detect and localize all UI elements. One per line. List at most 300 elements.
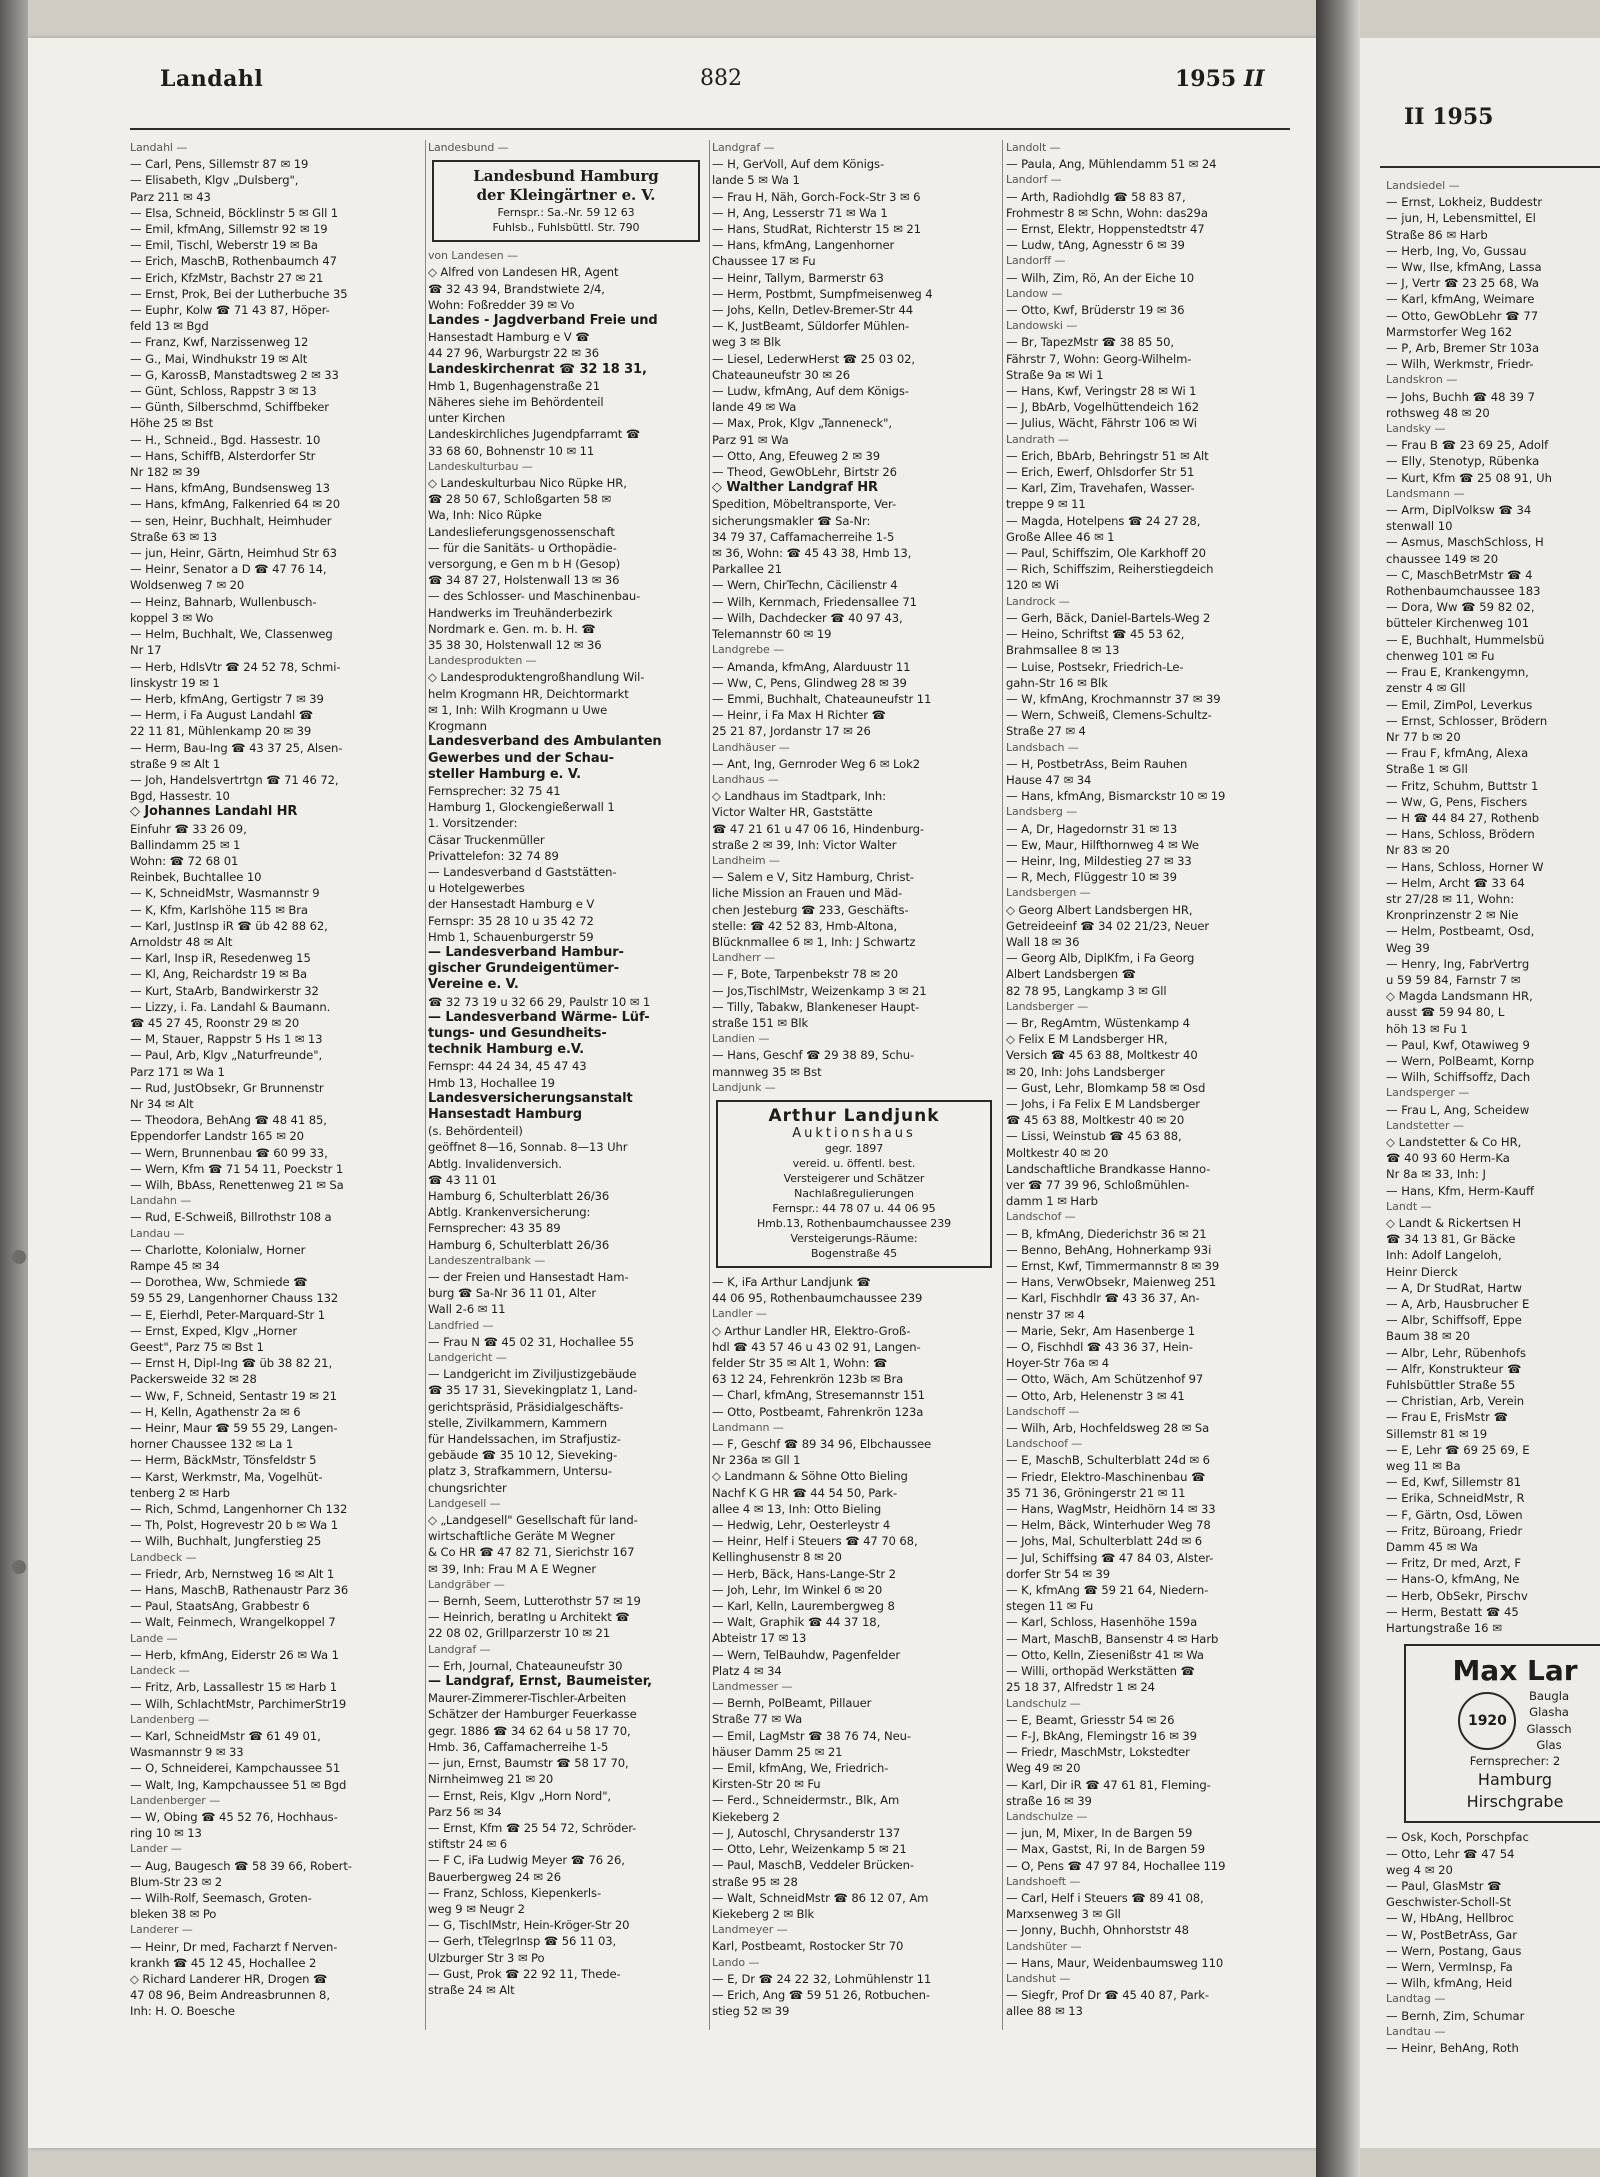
directory-entry: — Joh, Lehr, Im Winkel 6 ✉ 20 [712,1582,883,1597]
name-heading: Landtag — [1386,1992,1446,2006]
directory-entry: — H ☎ 44 84 27, Rothenb [1386,810,1540,825]
directory-entry: — Herm, Bestatt ☎ 45 [1386,1604,1519,1619]
directory-entry: — E, Dr ☎ 24 22 32, Lohmühlenstr 11 [712,1971,932,1986]
directory-entry: ◇ Magda Landsmann HR, [1386,989,1533,1004]
directory-entry: straße 2 ✉ 39, Inh: Victor Walter [712,837,897,852]
name-heading: Landgesell — [428,1496,501,1510]
directory-entry: — Otto, Arb, Helenenstr 3 ✉ 41 [1006,1388,1185,1403]
directory-entry: Straße 63 ✉ 13 [130,529,218,544]
directory-entry: — Carl, Helf i Steuers ☎ 89 41 08, [1006,1890,1204,1905]
directory-entry: — Frau L, Ang, Scheidew [1386,1102,1530,1117]
directory-entry: — Otto, GewObLehr ☎ 77 [1386,308,1539,323]
directory-entry: — Wern, Postang, Gaus [1386,1943,1522,1958]
directory-entry: — Wilh-Rolf, Seemasch, Groten- [130,1890,312,1905]
directory-entry: — Herb, Bäck, Hans-Lange-Str 2 [712,1566,896,1581]
directory-entry: — Heino, Schriftst ☎ 45 53 62, [1006,627,1185,642]
directory-entry: straße 151 ✉ Blk [712,1015,809,1030]
directory-entry: — Luise, Postsekr, Friedrich-Le- [1006,659,1184,674]
directory-entry: Fuhlsbüttler Straße 55 [1386,1378,1516,1393]
directory-entry: Straße 1 ✉ Gll [1386,762,1468,777]
directory-entry: damm 1 ✉ Harb [1006,1194,1098,1209]
directory-entry: Parz 91 ✉ Wa [712,432,789,447]
directory-entry: — F-J, BkAng, Flemingstr 16 ✉ 39 [1006,1728,1197,1743]
directory-entry: — Herb, Ing, Vo, Gussau [1386,243,1527,258]
directory-entry: — Karl, Kelln, Laurembergweg 8 [712,1599,895,1614]
directory-entry: — Ferd., Schneidermstr., Blk, Am [712,1793,900,1808]
directory-entry: Heinr Dierck [1386,1264,1458,1279]
directory-entry: — Heinr, Maur ☎ 59 55 29, Langen- [130,1421,338,1436]
name-heading: Landorff — [1006,254,1066,268]
highlighted-entry: Landeskirchenrat ☎ 32 18 31, [428,361,647,377]
directory-entry: Krogmann [428,719,487,734]
directory-entry: Bgd, Hassestr. 10 [130,789,230,804]
directory-entry: — O, Pens ☎ 47 97 84, Hochallee 119 [1006,1858,1226,1873]
directory-entry: — E, Buchhalt, Hummelsbü [1386,632,1545,647]
directory-entry: straße 16 ✉ 39 [1006,1793,1092,1808]
directory-entry: — Heinr, Tallym, Barmerstr 63 [712,270,884,285]
directory-entry: Moltkestr 40 ✉ 20 [1006,1145,1109,1160]
directory-entry: Geest", Parz 75 ✉ Bst 1 [130,1340,264,1355]
name-heading: Landsiedel — [1386,179,1460,192]
directory-entry: — J, Vertr ☎ 23 25 68, Wa [1386,276,1539,291]
scan-edge-shadow [0,0,28,2177]
directory-entry: 25 21 87, Jordanstr 17 ✉ 26 [712,724,871,739]
directory-entry: Eppendorfer Landstr 165 ✉ 20 [130,1129,304,1144]
directory-entry: — Heinr, i Fa Max H Richter ☎ [712,708,886,723]
directory-entry: Arnoldstr 48 ✉ Alt [130,934,233,949]
directory-entry: — Erich, KfzMstr, Bachstr 27 ✉ 21 [130,270,324,285]
directory-entry: — O, Schneiderei, Kampchaussee 51 [130,1761,341,1776]
directory-entry: 44 27 96, Warburgstr 22 ✉ 36 [428,346,600,361]
directory-entry: — Dora, Ww ☎ 59 82 02, [1386,600,1535,615]
directory-entry: — Lizzy, i. Fa. Landahl & Baumann. [130,999,331,1014]
directory-entry: — Walt, Graphik ☎ 44 37 18, [712,1615,881,1630]
directory-entry: Fernspr: 35 28 10 u 35 42 72 [428,913,594,928]
directory-entry: lande 5 ✉ Wa 1 [712,173,800,188]
directory-entry: — Albr, Lehr, Rübenhofs [1386,1345,1527,1360]
directory-entry: Telemannstr 60 ✉ 19 [712,627,832,642]
directory-entry: ☎ 40 93 60 Herm-Ka [1386,1151,1510,1166]
directory-entry: Hamburg 1, Glockengießerwall 1 [428,800,615,815]
directory-entry: 35 71 36, Gröningerstr 21 ✉ 11 [1006,1485,1186,1500]
directory-entry: liche Mission an Frauen und Mäd- [712,886,903,901]
name-heading: Landerer — [130,1923,193,1937]
directory-entry: — F, Gärtn, Osd, Löwen [1386,1507,1523,1522]
directory-entry: — Julius, Wächt, Fährstr 106 ✉ Wi [1006,416,1197,431]
directory-entry: Bauerbergweg 24 ✉ 26 [428,1869,561,1884]
directory-entry: Näheres siehe im Behördenteil [428,395,604,410]
directory-entry: ver ☎ 77 39 96, Schloßmühlen- [1006,1178,1190,1192]
directory-entry: Hause 47 ✉ 34 [1006,772,1092,787]
directory-entry: — Johs, i Fa Felix E M Landsberger [1006,1096,1200,1111]
directory-entry: linskystr 19 ✉ 1 [130,675,220,690]
directory-entry: — Erich, MaschB, Rothenbaumch 47 [130,254,337,269]
directory-entry: — Herm, Postbmt, Sumpfmeisenweg 4 [712,286,933,301]
directory-entry: — Ernst H, Dipl-Ing ☎ üb 38 82 21, [130,1356,333,1371]
directory-entry: allee 4 ✉ 13, Inh: Otto Bieling [712,1501,882,1516]
running-head: Landahl [160,66,264,92]
directory-entry: — K, JustBeamt, Süldorfer Mühlen- [712,319,910,334]
directory-entry: — Helm, Postbeamt, Osd, [1386,924,1535,939]
directory-entry: — Otto, Lehr, Weizenkamp 5 ✉ 21 [712,1842,907,1857]
directory-entry: der Hansestadt Hamburg e V [428,897,595,912]
directory-entry: — Wern, PolBeamt, Kornp [1386,1053,1535,1068]
ad-line: Versteigerungs-Räume: [790,1231,918,1245]
name-heading: Landschof — [1006,1210,1076,1224]
directory-entry: — Paula, Ang, Mühlendamm 51 ✉ 24 [1006,157,1217,172]
directory-entry: ◇ Landhaus im Stadtpark, Inh: [712,789,886,804]
highlighted-entry: Hansestadt Hamburg [428,1106,582,1122]
directory-entry: — B, kfmAng, Diederichstr 36 ✉ 21 [1006,1226,1207,1241]
directory-entry: — Heinr, Senator a D ☎ 47 76 14, [130,562,327,577]
directory-entry: 34 79 37, Caffamacherreihe 1-5 [712,529,895,544]
directory-entry: 33 68 60, Bohnenstr 10 ✉ 11 [428,443,595,458]
directory-entry: Landeslieferungsgenossenschaft [428,524,615,539]
directory-entry: Platz 4 ✉ 34 [712,1663,782,1678]
name-heading: Landschoff — [1006,1404,1080,1418]
directory-entry: Marxsenweg 3 ✉ Gll [1006,1907,1121,1922]
directory-entry: Brahmsallee 8 ✉ 13 [1006,643,1120,658]
directory-entry: 1. Vorsitzender: [428,816,518,831]
directory-entry: ☎ 47 21 61 u 47 06 16, Hindenburg- [712,821,925,836]
directory-entry: — Ed, Kwf, Sillemstr 81 [1386,1475,1522,1490]
directory-entry: — Hans, Schloss, Horner W [1386,859,1544,874]
directory-entry: — Hans, kfmAng, Bundsensweg 13 [130,481,330,496]
directory-entry: — Hans, Kwf, Veringstr 28 ✉ Wi 1 [1006,384,1197,399]
directory-entry: — Willi, orthopäd Werkstätten ☎ [1006,1664,1195,1679]
directory-entry: lande 49 ✉ Wa [712,400,797,415]
name-heading: Landow — [1006,286,1063,300]
highlighted-entry: — Landgraf, Ernst, Baumeister, [428,1674,652,1690]
header-rule [130,128,1290,130]
directory-entry: — Paul, GlasMstr ☎ [1386,1878,1502,1893]
directory-entry: — Otto, Postbeamt, Fahrenkrön 123a [712,1404,924,1419]
directory-entry: — Otto, Kelln, Ziesenißstr 41 ✉ Wa [1006,1647,1204,1662]
directory-entry: stiftstr 24 ✉ 6 [428,1837,507,1852]
name-heading: Landesprodukten — [428,654,537,668]
directory-entry: ◇ Arthur Landler HR, Elektro-Groß- [712,1323,911,1338]
directory-entry: — Charlotte, Kolonialw, Horner [130,1242,306,1257]
name-heading: Landeck — [130,1664,190,1678]
directory-entry: — Paul, Kwf, Otawiweg 9 [1386,1037,1530,1052]
directory-entry: — Wilh, Zim, Rö, An der Eiche 10 [1006,270,1195,285]
directory-entry: — jun, H, Lebensmittel, El [1386,211,1536,226]
name-heading: Landskron — [1386,373,1458,387]
directory-entry: — Wern, Schweiß, Clemens-Schultz- [1006,708,1212,723]
name-heading: Landahl — [130,141,188,154]
name-heading: Landgericht — [428,1351,507,1365]
directory-entry: Versich ☎ 45 63 88, Moltkestr 40 [1006,1048,1198,1063]
ad-title: Max Lar [1452,1654,1578,1688]
ad-line: Hmb.13, Rothenbaumchaussee 239 [757,1216,951,1230]
directory-entry: ☎ 45 63 88, Moltkestr 40 ✉ 20 [1006,1113,1185,1128]
directory-entry: — Asmus, MaschSchloss, H [1386,535,1544,550]
ad-street: Hirschgrabe [1466,1792,1564,1812]
directory-entry: chenweg 101 ✉ Fu [1386,648,1495,663]
directory-entry: — Arm, DiplVolksw ☎ 34 [1386,503,1532,518]
directory-entry: chen Jesteburg ☎ 233, Geschäfts- [712,902,909,917]
directory-entry: Spedition, Möbeltransporte, Ver- [712,497,897,512]
directory-entry: häuser Damm 25 ✉ 21 [712,1744,843,1759]
directory-entry: — Franz, Kwf, Narzissenweg 12 [130,335,309,350]
highlighted-entry: ◇ Johannes Landahl HR [130,804,298,820]
directory-entry: — Kurt, StaArb, Bandwirkerstr 32 [130,983,319,998]
directory-entry: — Theod, GewObLehr, Birtstr 26 [712,465,897,480]
directory-entry: Wa, Inh: Nico Rüpke [428,508,542,523]
directory-entry: — Frau F, kfmAng, Alexa [1386,746,1529,761]
facing-page [1360,38,1600,2148]
directory-entry: Hansestadt Hamburg e V ☎ [428,330,590,345]
column-4 [1006,140,1296,2040]
directory-entry: Nr 236a ✉ Gll 1 [712,1453,801,1468]
facing-page-header: II 1955 [1404,104,1494,130]
directory-entry: — Ernst, Reis, Klgv „Horn Nord", [428,1788,612,1803]
directory-entry: Nr 8a ✉ 33, Inh: J [1386,1167,1486,1182]
directory-entry: — Franz, Schloss, Kiepenkerls- [428,1885,602,1900]
directory-entry: — Günt, Schloss, Rappstr 3 ✉ 13 [130,384,317,399]
directory-entry: — Salem e V, Sitz Hamburg, Christ- [712,870,915,885]
directory-entry: Ballindamm 25 ✉ 1 [130,837,241,852]
ad-line: Versteigerer und Schätzer [783,1171,925,1185]
name-heading: Landeskulturbau — [428,459,533,473]
directory-entry: wirtschaftliche Geräte M Wegner [428,1529,615,1544]
directory-entry: Nr 34 ✉ Alt [130,1096,194,1111]
directory-entry: — Friedr, Elektro-Maschinenbau ☎ [1006,1469,1206,1484]
directory-entry: Albert Landsbergen ☎ [1006,967,1136,982]
directory-entry: — Herb, HdlsVtr ☎ 24 52 78, Schmi- [130,659,341,674]
directory-entry: zenstr 4 ✉ Gll [1386,681,1466,696]
directory-entry: Hoyer-Str 76a ✉ 4 [1006,1356,1109,1371]
directory-entry: — Gerh, Bäck, Daniel-Bartels-Weg 2 [1006,610,1211,625]
directory-entry: Inh: H. O. Boesche [130,2004,235,2019]
directory-entry: felder Str 35 ✉ Alt 1, Wohn: ☎ [712,1356,888,1370]
directory-entry: Parz 171 ✉ Wa 1 [130,1064,225,1079]
ad-phone: Fernsprecher: 2 [1469,1754,1561,1769]
directory-entry: weg 9 ✉ Neugr 2 [428,1901,525,1916]
directory-entry: 59 55 29, Langenhorner Chauss 132 [130,1291,339,1306]
directory-entry: Kellinghusenstr 8 ✉ 20 [712,1550,842,1565]
directory-entry: — Wilh, Buchhalt, Jungferstieg 25 [130,1534,322,1549]
year: 1955 [1175,66,1237,92]
directory-entry: 22 08 02, Grillparzerstr 10 ✉ 21 [428,1626,611,1641]
directory-entry: Abtlg. Krankenversicherung: [428,1205,591,1220]
name-heading: Lande — [130,1631,178,1645]
column-divider [425,140,426,2030]
directory-entry: — Albr, Schiffsoff, Eppe [1386,1313,1522,1328]
directory-entry: stelle: ☎ 42 52 83, Hmb-Altona, [712,918,898,933]
highlighted-entry: tungs- und Gesundheits- [428,1025,607,1041]
directory-entry: — Elsa, Schneid, Böcklinstr 5 ✉ Gll 1 [130,205,339,220]
name-heading: Lando — [712,1955,760,1969]
directory-entry: 22 11 81, Mühlenkamp 20 ✉ 39 [130,724,312,739]
ad-kleingaertner [432,160,700,242]
directory-entry: krankh ☎ 45 12 45, Hochallee 2 [130,1955,317,1970]
directory-entry: Damm 45 ✉ Wa [1386,1540,1478,1555]
directory-entry: — Hans, StudRat, Richterstr 15 ✉ 21 [712,222,921,237]
directory-entry: — Paul, Schiffszim, Ole Karkhoff 20 [1006,546,1206,561]
directory-entry: — Hans, MaschB, Rathenaustr Parz 36 [130,1583,349,1598]
directory-entry: — Kurt, Kfm ☎ 25 08 91, Uh [1386,470,1552,485]
name-heading: Landgraf — [428,1642,491,1656]
directory-entry: Parz 211 ✉ 43 [130,189,211,204]
directory-entry: Privattelefon: 32 74 89 [428,848,559,863]
name-heading: Landshut — [1006,1971,1071,1985]
facing-header-rule [1380,166,1600,168]
directory-entry: — Frau H, Näh, Gorch-Fock-Str 3 ✉ 6 [712,189,921,204]
directory-entry: Landeskirchliches Jugendpfarramt ☎ [428,427,641,442]
ad-line: vereid. u. öffentl. best. [792,1156,916,1170]
volume-mark: II [1243,66,1265,92]
directory-entry: — Herm, i Fa August Landahl ☎ [130,708,314,723]
directory-entry: Hamburg 6, Schulterblatt 26/36 [428,1188,610,1203]
name-heading: Landsky — [1386,422,1446,436]
directory-entry: — Hedwig, Lehr, Oesterleystr 4 [712,1518,891,1533]
directory-entry: — K, Kfm, Karlshöhe 115 ✉ Bra [130,902,308,917]
directory-entry: Kirsten-Str 20 ✉ Fu [712,1777,821,1792]
name-heading: Landjunk — [712,1080,776,1094]
directory-entry: — W, HbAng, Hellbroc [1386,1911,1514,1926]
directory-entry: — A, Dr, Hagedornstr 31 ✉ 13 [1006,821,1178,836]
directory-entry: stelle, Zivilkammern, Kammern [428,1415,607,1430]
directory-entry: straße 95 ✉ 28 [712,1874,798,1889]
column-divider [709,140,710,2030]
directory-entry: — W, Obing ☎ 45 52 76, Hochhaus- [130,1809,338,1824]
directory-entry: ◇ Richard Landerer HR, Drogen ☎ [130,1971,328,1986]
directory-entry: — Herm, BäckMstr, Tönsfeldstr 5 [130,1453,317,1468]
directory-entry: Baum 38 ✉ 20 [1386,1329,1470,1344]
highlighted-entry: gischer Grundeigentümer- [428,961,620,977]
directory-entry: straße 24 ✉ Alt [428,1982,515,1997]
directory-entry: — Christian, Arb, Verein [1386,1394,1525,1409]
directory-entry: — Erika, SchneidMstr, R [1386,1491,1525,1506]
directory-entry: — Arth, RadiohdIg ☎ 58 83 87, [1006,189,1186,204]
directory-entry: ◇ Landesproduktengroßhandlung Wil- [428,670,645,685]
ad-line: Nachlaßregulierungen [794,1186,914,1200]
name-heading: Landorf — [1006,173,1062,187]
name-heading: Landsberger — [1006,999,1089,1013]
highlighted-entry: technik Hamburg e.V. [428,1042,584,1058]
directory-entry: Getreideeinf ☎ 34 02 21/23, Neuer [1006,918,1210,933]
directory-entry: — Bernh, Seem, Lutterothstr 57 ✉ 19 [428,1594,641,1609]
directory-entry: koppel 3 ✉ Wo [130,610,214,625]
directory-entry: Kronprinzenstr 2 ✉ Nie [1386,908,1519,923]
directory-entry: — Fritz, Arb, Lassallestr 15 ✉ Harb 1 [130,1680,338,1695]
highlighted-entry: Landes - Jagdverband Freie und [428,313,658,329]
directory-entry: — G, TischlMstr, Hein-Kröger-Str 20 [428,1918,630,1933]
directory-entry: Wall 2-6 ✉ 11 [428,1302,506,1317]
directory-entry: rothsweg 48 ✉ 20 [1386,405,1490,420]
directory-entry: — Wern, VermInsp, Fa [1386,1959,1513,1974]
name-heading: Landshoeft — [1006,1874,1081,1888]
directory-entry: — Elly, Stenotyp, Rübenka [1386,454,1540,469]
directory-entry: ✉ 20, Inh: Johs Landsberger [1006,1064,1165,1079]
directory-entry: burg ☎ Sa-Nr 36 11 01, Alter [428,1286,597,1301]
directory-entry: — Gust, Lehr, Blomkamp 58 ✉ Osd [1006,1080,1206,1095]
directory-entry: — Walt, Ing, Kampchaussee 51 ✉ Bgd [130,1777,347,1792]
directory-entry: — K, kfmAng ☎ 59 21 64, Niedern- [1006,1583,1209,1598]
directory-entry: — jun, Ernst, Baumstr ☎ 58 17 70, [428,1756,629,1771]
directory-entry: — Lissi, Weinstub ☎ 45 63 88, [1006,1129,1182,1144]
directory-entry: Hmb. 36, Caffamacherreihe 1-5 [428,1739,609,1754]
name-heading: Landschoof — [1006,1437,1083,1451]
column-3 [712,140,998,2040]
directory-entry: ◇ Alfred von Landesen HR, Agent [428,265,619,280]
directory-entry: stieg 52 ✉ 39 [712,2004,790,2019]
directory-entry: — Emmi, Buchhalt, Chateauneufstr 11 [712,691,932,706]
directory-entry: — Joh, Handelsvertrtgn ☎ 71 46 72, [130,772,339,787]
directory-entry: — Karl, SchneidMstr ☎ 61 49 01, [130,1728,321,1743]
directory-entry: gerichtspräsid, Präsidialgeschäfts- [428,1399,624,1414]
punch-hole [12,1250,26,1264]
directory-entry: nenstr 37 ✉ 4 [1006,1307,1085,1322]
directory-entry: Chateauneufstr 30 ✉ 26 [712,367,851,382]
name-heading: von Landesen — [428,249,518,263]
directory-entry: — Ernst, Elektr, Hoppenstedtstr 47 [1006,222,1205,237]
ad-line: gegr. 1897 [824,1141,884,1155]
directory-entry: — Henry, Ing, FabrVertrg [1386,956,1530,971]
directory-entry: — Bernh, PolBeamt, Pillauer [712,1696,872,1711]
directory-entry: & Co HR ☎ 47 82 71, Sierichstr 167 [428,1545,635,1560]
column-divider [1002,140,1003,2030]
column-2 [428,140,706,2040]
directory-entry: sicherungsmakler ☎ Sa-Nr: [712,513,871,528]
ad-landjunk [716,1100,992,1268]
directory-entry: — Walt, Feinmech, Wrangelkoppel 7 [130,1615,336,1630]
name-heading: Landschulz — [1006,1696,1081,1710]
directory-entry: — Landesverband d Gaststätten- [428,864,617,879]
directory-entry: — Hans, SchiffB, Alsterdorfer Str [130,448,316,463]
directory-entry: Hmb 1, Bugenhagenstraße 21 [428,378,600,393]
directory-entry: — Mart, MaschB, Bansenstr 4 ✉ Harb [1006,1631,1219,1646]
directory-entry: — Wilh, BbAss, Renettenweg 21 ✉ Sa [130,1178,344,1192]
directory-entry: Nirnheimweg 21 ✉ 20 [428,1772,554,1787]
directory-entry: — Hans, kfmAng, Bismarckstr 10 ✉ 19 [1006,789,1226,804]
directory-entry: geöffnet 8—16, Sonnab. 8—13 Uhr [428,1140,628,1155]
directory-entry: — Th, Polst, Hogrevestr 20 b ✉ Wa 1 [130,1518,339,1533]
directory-entry: Inh: Adolf Langeloh, [1386,1248,1502,1263]
directory-entry: — Friedr, Arb, Nernstweg 16 ✉ Alt 1 [130,1566,335,1581]
directory-entry: — Hans, WagMstr, Heidhörn 14 ✉ 33 [1006,1502,1216,1517]
directory-entry: bleken 38 ✉ Po [130,1907,217,1922]
directory-entry: gahn-Str 16 ✉ Blk [1006,675,1108,690]
directory-entry: — Br, TapezMstr ☎ 38 85 50, [1006,335,1174,350]
directory-entry: weg 11 ✉ Ba [1386,1459,1461,1474]
ad-title-line-1: Landesbund Hamburg [473,167,659,186]
directory-entry: Blum-Str 23 ✉ 2 [130,1874,223,1889]
name-heading: Landsberg — [1006,805,1078,819]
directory-entry: für Handelssachen, im Strafjustiz- [428,1432,621,1447]
directory-entry: Maurer-Zimmerer-Tischler-Arbeiten [428,1691,627,1706]
directory-entry: — Carl, Pens, Sillemstr 87 ✉ 19 [130,157,309,172]
directory-entry: — Wilh, Dachdecker ☎ 40 97 43, [712,610,903,625]
directory-entry: Straße 86 ✉ Harb [1386,227,1488,242]
directory-entry: — W, kfmAng, Krochmannstr 37 ✉ 39 [1006,691,1221,706]
name-heading: Landsbach — [1006,740,1079,754]
directory-entry: — Benno, BehAng, Hohnerkamp 93i [1006,1242,1212,1257]
directory-entry: — A, Dr StudRat, Hartw [1386,1280,1523,1295]
directory-entry: — Erich, Ewerf, Ohlsdorfer Str 51 [1006,465,1195,480]
directory-entry: Marmstorfer Weg 162 [1386,324,1513,339]
directory-entry: — Landgericht im Ziviljustizgebäude [428,1367,637,1382]
directory-entry: Schätzer der Hamburger Feuerkasse [428,1707,637,1722]
directory-entry: 120 ✉ Wi [1006,578,1059,593]
name-heading: Landmesser — [712,1680,793,1694]
directory-entry: — Fritz, Büroang, Friedr [1386,1523,1523,1538]
directory-entry: chungsrichter [428,1480,507,1495]
directory-entry: ☎ 34 87 27, Holstenwall 13 ✉ 36 [428,573,620,588]
directory-entry: Nordmark e. Gen. m. b. H. ☎ [428,621,596,636]
name-heading: Landherr — [712,951,775,965]
